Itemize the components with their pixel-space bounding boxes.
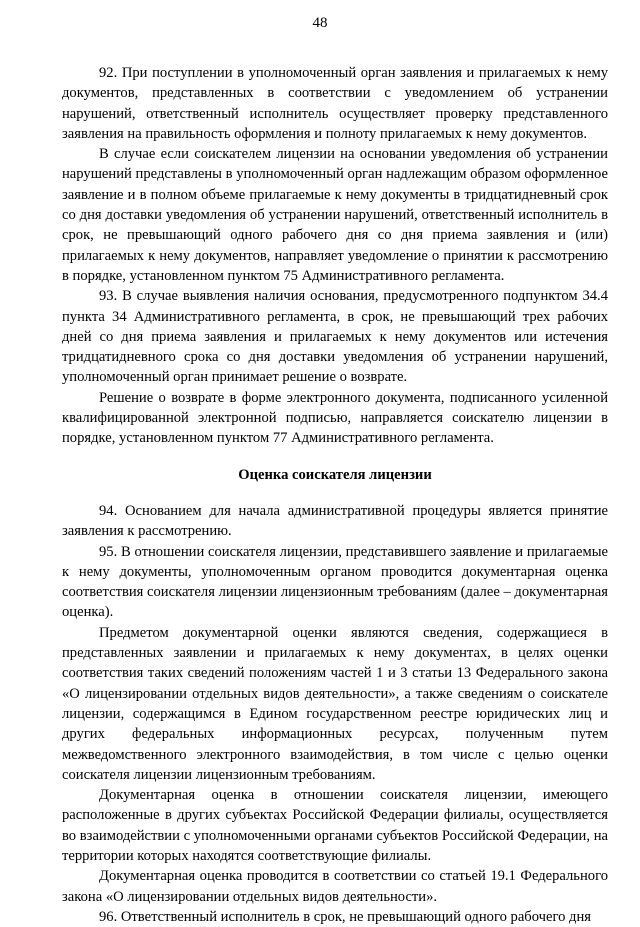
paragraph-92: 92. При поступлении в уполномоченный орган заявления и прилагаемых к нему документов, представленных в соответствии с уведомлением об устранении нарушений, ответственный исполнитель осуществляет проверку представленного заявления на правильность оформления и полноту прилагаемых к нему документов. (62, 65, 608, 142)
paragraph-92-continuation: В случае если соискателем лицензии на основании уведомления об устранении нарушений представлены в уполномоченный орган надлежащим образом оформленное заявление и в полном объеме прилагаемые к нему документы в тридцатидневный срок со дня доставки уведомления об устранении нарушений, ответственный исполнитель в срок, не превышающий одного рабочего дня со дня приема заявления и (или) прилагаемых к нему документов, направляет уведомление о принятии к рассмотрению в порядке, установленном пунктом 75 Административного регламента. (62, 146, 608, 284)
paragraph-93: 93. В случае выявления наличия основания, предусмотренного подпунктом 34.4 пункта 34 Административного регламента, в срок, не превышающий трех рабочих дней со дня приема заявления и прилагаемых к нему документов или истечения тридцатидневного срока со дня доставки уведомления об устранении нарушений, уполномоченный орган принимает решение о возврате. (62, 288, 608, 386)
paragraph-96: 96. Ответственный исполнитель в срок, не превышающий одного рабочего дня (99, 908, 591, 925)
section-heading: Оценка соискателя лицензии (238, 466, 432, 483)
page-number: 48 (312, 15, 328, 31)
paragraph-95-branches: Документарная оценка в отношении соискателя лицензии, имеющего расположенные в других субъектах Российской Федерации филиалы, осуществляется во взаимодействии с уполномоченными органами субъектов Российской Федерации, на территории которых находятся соответствующие филиалы. (62, 787, 608, 864)
paragraph-95-subject: Предметом документарной оценки являются сведения, содержащиеся в представленных заявлении и прилагаемых к нему документах, в целях оценки соответствия таких сведений положениям частей 1 и 3 статьи 13 Федерального закона «О лицензировании отдельных видов деятельности», а также сведениям о соискателе лицензии, содержащимся в Едином государственном реестре юридических лиц и других федеральных информационных ресурсах, полученным путем межведомственного электронного взаимодействия, в том числе с целью оценки соискателя лицензии лицензионным требованиям. (62, 624, 608, 783)
paragraph-93-return-decision: Решение о возврате в форме электронного документа, подписанного усиленной квалифицированной электронной подписью, направляется соискателю лицензии в порядке, установленном пунктом 77 Административного регламента. (62, 389, 608, 447)
paragraph-95: 95. В отношении соискателя лицензии, представившего заявление и прилагаемые к нему документы, уполномоченным органом проводится документарная оценка соответствия соискателя лицензии лицензионным требованиям (далее – документарная оценка). (62, 543, 608, 621)
paragraph-94: 94. Основанием для начала административной процедуры является принятие заявления к рассмотрению. (62, 502, 608, 540)
document-body (62, 63, 608, 927)
paragraph-95-legal-basis: Документарная оценка проводится в соответствии со статьей 19.1 Федерального закона «О лицензировании отдельных видов деятельности». (62, 868, 608, 905)
